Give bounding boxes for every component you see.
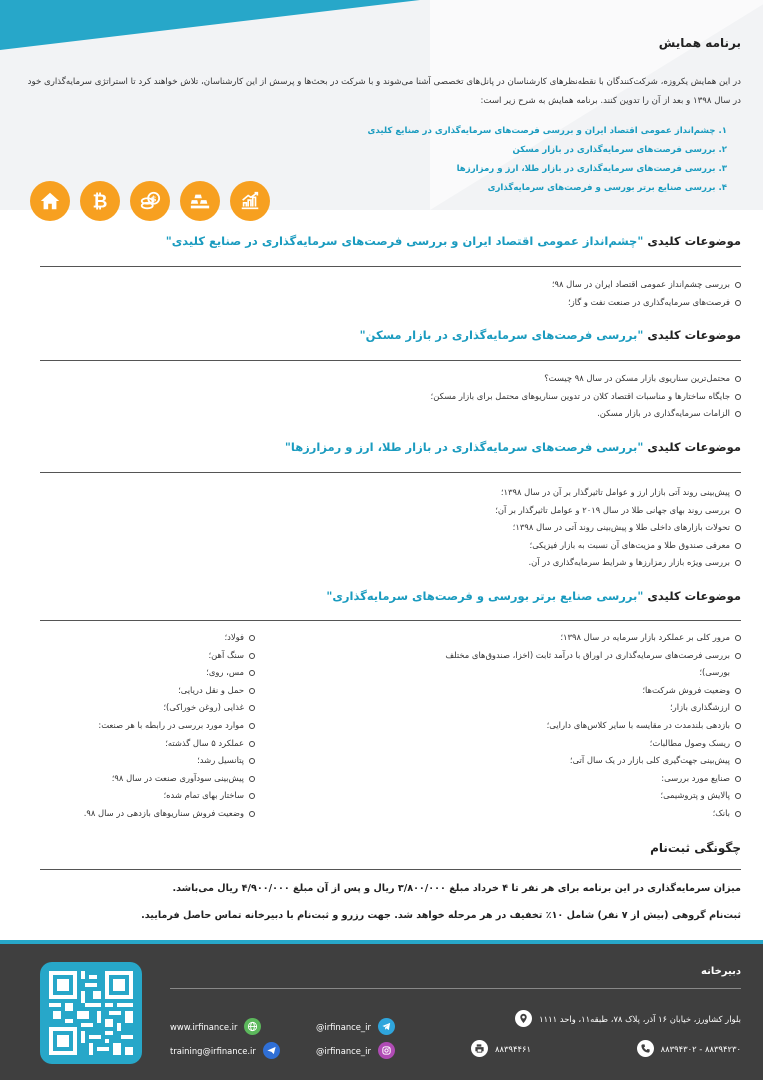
section-gold-list bbox=[495, 484, 741, 572]
telegram-icon bbox=[378, 1018, 395, 1035]
list-item: مس، روی؛ bbox=[30, 664, 255, 682]
section-divider bbox=[40, 472, 741, 473]
list-item: مرور کلی بر عملکرد بازار سرمایه در سال ۱۳۹۸؛ bbox=[441, 629, 741, 647]
section-title-economy bbox=[166, 234, 741, 248]
section-title-stocks bbox=[326, 589, 741, 603]
qr-code[interactable] bbox=[40, 962, 142, 1064]
section-divider bbox=[40, 266, 741, 267]
secretariat-title: دبیرخانه bbox=[701, 966, 741, 977]
telegram-link[interactable] bbox=[316, 1018, 395, 1035]
list-item: پیش‌بینی جهت‌گیری کلی بازار در یک سال آتی؛ bbox=[441, 752, 741, 770]
list-item: تحولات بازارهای داخلی طلا و پیش‌بینی روند آتی در سال ۱۳۹۸؛ bbox=[495, 519, 741, 537]
agenda-list bbox=[368, 122, 727, 198]
gold-bars-icon bbox=[180, 181, 220, 221]
bitcoin-icon bbox=[80, 181, 120, 221]
list-item: حمل و نقل دریایی؛ bbox=[30, 682, 255, 700]
email-icon bbox=[263, 1042, 280, 1059]
section-highlight: "بررسی فرصت‌های سرمایه‌گذاری در بازار مسکن" bbox=[359, 328, 644, 342]
section-highlight: "بررسی فرصت‌های سرمایه‌گذاری در بازار طلا، ارز و رمزارزها" bbox=[284, 440, 644, 454]
list-item: وضعیت فروش شرکت‌ها؛ bbox=[441, 682, 741, 700]
program-title: برنامه همایش bbox=[658, 36, 741, 50]
house-icon bbox=[30, 181, 70, 221]
list-item: ریسک وصول مطالبات؛ bbox=[441, 735, 741, 753]
registration-group-discount: ثبت‌نام گروهی (بیش از ۷ نفر) شامل ۱۰٪ تخفیف در هر مرحله خواهد شد. جهت رزرو و ثبت‌نام با دبیرخانه تماس حاصل فرمایید. bbox=[141, 910, 741, 921]
instagram-handle: @irfinance_ir bbox=[316, 1045, 371, 1056]
website-link[interactable] bbox=[170, 1018, 261, 1035]
section-economy-list bbox=[552, 276, 741, 311]
list-item: الزامات سرمایه‌گذاری در بازار مسکن. bbox=[431, 405, 741, 423]
registration-title: چگونگی ثبت‌نام bbox=[650, 841, 741, 855]
list-item: فرصت‌های سرمایه‌گذاری در صنعت نفت و گاز؛ bbox=[552, 294, 741, 312]
list-item: بانک؛ bbox=[441, 805, 741, 823]
registration-price: میزان سرمایه‌گذاری در این برنامه برای هر نفر تا ۴ خرداد مبلغ ۳/۸۰۰/۰۰۰ ریال و پس از آن مبلغ ۴/۹۰۰/۰۰۰ ریال می‌باشد. bbox=[172, 883, 741, 894]
header-accent-triangle bbox=[0, 0, 420, 50]
phone[interactable] bbox=[637, 1040, 741, 1057]
section-highlight: "بررسی صنایع برتر بورسی و فرصت‌های سرمایه‌گذاری" bbox=[326, 589, 644, 603]
instagram-icon bbox=[378, 1042, 395, 1059]
list-item: صنایع مورد بررسی: bbox=[441, 770, 741, 788]
section-housing-list bbox=[431, 370, 741, 423]
list-item: غذایی (روغن خوراکی)؛ bbox=[30, 699, 255, 717]
instagram-link[interactable] bbox=[316, 1042, 395, 1059]
email-link[interactable] bbox=[170, 1042, 280, 1059]
fax-text: ۸۸۳۹۴۴۶۱ bbox=[495, 1043, 531, 1054]
svg-text:$: $ bbox=[150, 193, 157, 204]
list-item: بررسی ویژه بازار رمزارزها و شرایط سرمایه‌گذاری در آن. bbox=[495, 554, 741, 572]
list-item: سنگ آهن؛ bbox=[30, 647, 255, 665]
topic-icons bbox=[30, 181, 270, 223]
list-item: پیش‌بینی روند آتی بازار ارز و عوامل تاثیرگذار بر آن در سال ۱۳۹۸؛ bbox=[495, 484, 741, 502]
list-item: فولاد؛ bbox=[30, 629, 255, 647]
list-item: موارد مورد بررسی در رابطه با هر صنعت: bbox=[30, 717, 255, 735]
agenda-item: ۲. بررسی فرصت‌های سرمایه‌گذاری در بازار مسکن bbox=[512, 145, 727, 155]
section-prefix: موضوعات کلیدی bbox=[643, 234, 741, 248]
list-item: معرفی صندوق طلا و مزیت‌های آن نسبت به بازار فیزیکی؛ bbox=[495, 537, 741, 555]
list-item: جایگاه ساختارها و مناسبات اقتصاد کلان در تدوین سناریوهای محتمل برای بازار مسکن؛ bbox=[431, 388, 741, 406]
phone-text: ۸۸۳۹۴۲۳۰ - ۸۸۳۹۴۳۰۲ bbox=[660, 1043, 741, 1054]
section-title-housing bbox=[360, 328, 741, 342]
agenda-item: ۱. چشم‌انداز عمومی اقتصاد ایران و بررسی فرصت‌های سرمایه‌گذاری در صنایع کلیدی bbox=[367, 126, 727, 136]
growth-chart-icon bbox=[230, 181, 270, 221]
list-item: بررسی فرصت‌های سرمایه‌گذاری در اوراق با درآمد ثابت (اخزا، صندوق‌های مختلف بورسی)؛ bbox=[441, 647, 741, 682]
list-item: بررسی چشم‌انداز عمومی اقتصاد ایران در سال ۹۸؛ bbox=[552, 276, 741, 294]
telegram-handle: @irfinance_ir bbox=[316, 1021, 371, 1032]
svg-text:₿: ₿ bbox=[92, 191, 108, 212]
section-prefix: موضوعات کلیدی bbox=[643, 589, 741, 603]
footer-divider bbox=[170, 988, 741, 989]
list-item: پیش‌بینی سودآوری صنعت در سال ۹۸؛ bbox=[30, 770, 255, 788]
agenda-item: ۴. بررسی صنایع برتر بورسی و فرصت‌های سرمایه‌گذاری bbox=[487, 183, 727, 193]
address-text: بلوار کشاورز، خیابان ۱۶ آذر، پلاک ۷۸، طبقه۱۱، واحد ۱۱۱۱ bbox=[539, 1013, 741, 1024]
list-item: بازدهی بلندمدت در مقایسه با سایر کلاس‌های دارایی؛ bbox=[441, 717, 741, 735]
section-divider bbox=[40, 360, 741, 361]
phone-icon bbox=[637, 1040, 654, 1057]
globe-icon bbox=[244, 1018, 261, 1035]
list-item: ساختار بهای تمام شده؛ bbox=[30, 787, 255, 805]
website-url: www.irfinance.ir bbox=[170, 1021, 238, 1032]
section-title-gold bbox=[285, 440, 741, 454]
coins-icon bbox=[130, 181, 170, 221]
qr-code-icon bbox=[49, 971, 133, 1055]
footer bbox=[0, 940, 763, 1080]
location-pin-icon bbox=[515, 1010, 532, 1027]
list-item: وضعیت فروش سناریوهای بازدهی در سال ۹۸. bbox=[30, 805, 255, 823]
list-item: بررسی روند بهای جهانی طلا در سال ۲۰۱۹ و عوامل تاثیرگذار بر آن؛ bbox=[495, 502, 741, 520]
stocks-list-left bbox=[30, 629, 255, 823]
list-item: عملکرد ۵ سال گذشته؛ bbox=[30, 735, 255, 753]
section-prefix: موضوعات کلیدی bbox=[643, 328, 741, 342]
list-item: پالایش و پتروشیمی؛ bbox=[441, 787, 741, 805]
section-divider bbox=[40, 620, 741, 621]
email-address: training@irfinance.ir bbox=[170, 1045, 256, 1056]
stocks-list-right bbox=[441, 629, 741, 823]
address bbox=[515, 1010, 741, 1027]
list-item: ارزشگذاری بازار؛ bbox=[441, 699, 741, 717]
fax[interactable] bbox=[471, 1040, 531, 1057]
section-prefix: موضوعات کلیدی bbox=[643, 440, 741, 454]
program-intro: در این همایش یکروزه، شرکت‌کنندگان با نقطه‌نظرهای کارشناسان در پانل‌های تخصصی آشنا می‌شوند و با شرکت در بحث‌ها و پرسش از این کارشناسان، تلاش خواهند کرد تا استراتژی سرمایه‌گذاری خود در سال ۱۳۹۸ و بعد از آن را تدوین کنند. برنامه همایش به شرح زیر است: bbox=[27, 77, 741, 106]
list-item: محتمل‌ترین سناریوی بازار مسکن در سال ۹۸ چیست؟ bbox=[431, 370, 741, 388]
section-divider bbox=[40, 869, 741, 870]
fax-icon bbox=[471, 1040, 488, 1057]
list-item: پتانسیل رشد؛ bbox=[30, 752, 255, 770]
section-highlight: "چشم‌انداز عمومی اقتصاد ایران و بررسی فرصت‌های سرمایه‌گذاری در صنایع کلیدی" bbox=[165, 234, 644, 248]
agenda-item: ۳. بررسی فرصت‌های سرمایه‌گذاری در بازار طلا، ارز و رمزارزها bbox=[456, 164, 727, 174]
